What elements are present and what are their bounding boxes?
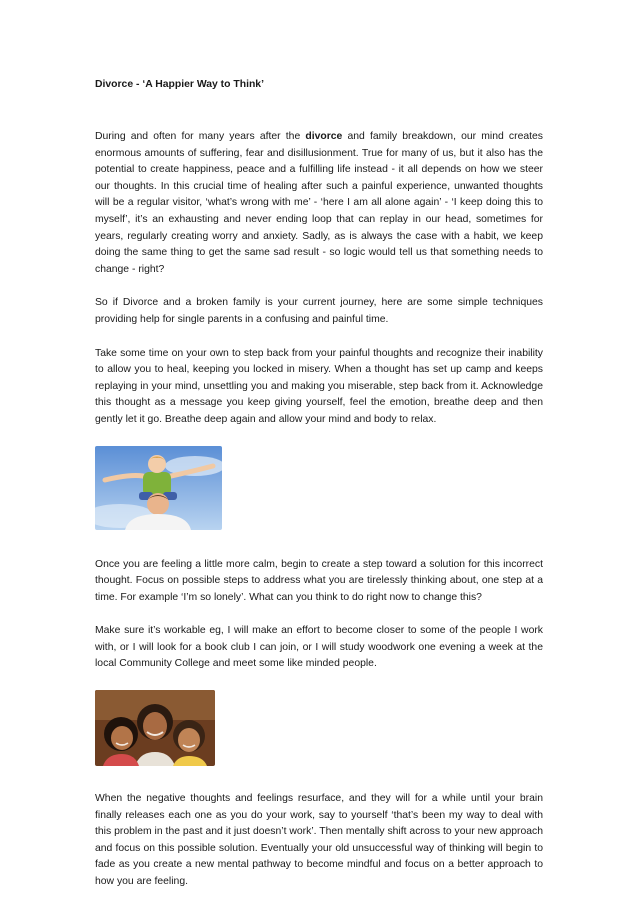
paragraph-4: Once you are feeling a little more calm, begin to create a step toward a solution for this incorrect thought. Focus on possible steps to address what you are tirelessly thinking about, one step at a time. For example ‘I’m so lonely’. What can you think to do right now to change this?: [95, 558, 543, 603]
paragraph-5: Make sure it’s workable eg, I will make an effort to become closer to some of the people I work with, or I will look for a book club I can join, or I will study woodwork one evening a week at the local Community College and meet some like minded people.: [95, 625, 543, 670]
father-child-photo: [95, 446, 222, 530]
bold-term: divorce: [305, 131, 343, 142]
paragraph-1-start: During and often for many years after the: [95, 131, 306, 142]
paragraph-6: When the negative thoughts and feelings resurface, and they will for a while until your brain finally releases each one as you do your work, say to yourself ‘that’s been my way to deal with this problem in the past and it just doesn’t work’. Then mentally shift across to your new approach and focus on this possible solution. Eventually your old unsuccessful way of thinking will begin to fade as you create a new mental pathway to become mindful and focus on a better approach to how you are feeling.: [95, 793, 543, 888]
paragraph-2: So if Divorce and a broken family is your current journey, here are some simple techniques providing help for single parents in a confusing and painful time.: [95, 297, 543, 325]
document-body: [95, 78, 543, 908]
mother-children-photo: [95, 690, 215, 766]
document-title: Divorce - ‘A Happier Way to Think’: [95, 79, 264, 90]
paragraph-3: Take some time on your own to step back from your painful thoughts and recognize their inability to allow you to heal, keeping you locked in misery. When a thought has set up camp and keeps replaying in your mind, unsettling you and making you miserable, step back from it. Acknowledge this thought as a message you keep giving yourself, feel the emotion, breathe deep and then gently let it go. Breathe deep again and allow your mind and body to relax.: [95, 347, 543, 425]
paragraph-1-rest: and family breakdown, our mind creates enormous amounts of suffering, fear and disillusionment. True for many of us, but it also has the potential to create happiness, peace and a fulfilling life instead - it all depends on how we steer our thoughts. In this crucial time of healing after such a painful experience, unwanted thoughts will be a regular visitor, ‘what’s wrong with me’ - ‘here I am all alone again’ - ‘I keep doing this to myself’, it’s an exhausting and never ending loop that can replay in our head, sometimes for years, regularly creating worry and anxiety. Sadly, as is always the case with a habit, we keep doing the same thing to get the same sad result - so logic would tell us that something needs to change - right?: [95, 131, 543, 275]
paragraph-1: [95, 129, 543, 278]
